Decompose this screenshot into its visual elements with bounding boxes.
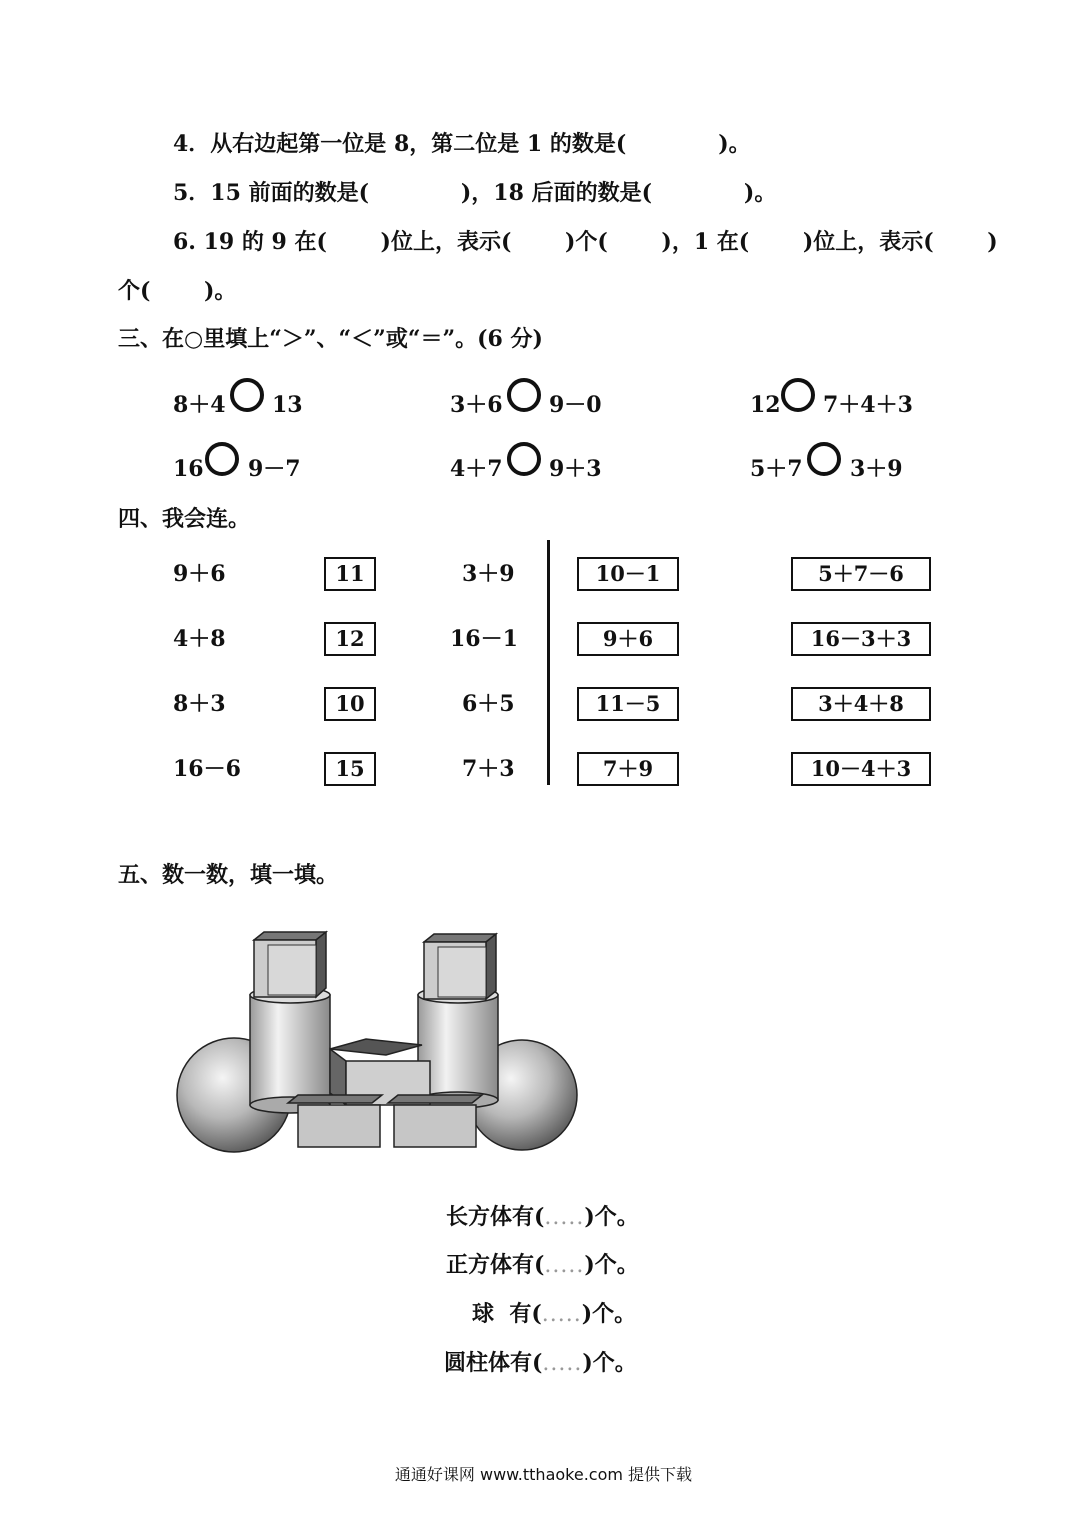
expr-box[interactable]: 5＋7－6 xyxy=(791,557,931,591)
question-6-line2: 个( )。 xyxy=(118,278,237,304)
fill-suffix: )个。 xyxy=(584,1252,639,1278)
compare-left: 8＋4 xyxy=(173,392,226,418)
fill-cuboid xyxy=(446,1203,639,1232)
fill-label: 正方体有( xyxy=(446,1252,545,1278)
question-5: 5．15 前面的数是( )，18 后面的数是( )。 xyxy=(173,180,777,206)
left-expr: 9＋6 xyxy=(173,561,226,587)
section4-title: 四、我会连。 xyxy=(118,506,251,532)
fill-suffix: )个。 xyxy=(581,1301,637,1327)
solids-illustration xyxy=(170,925,590,1155)
compare-left: 12 xyxy=(750,392,781,418)
fill-blank[interactable]: ..... xyxy=(544,1253,585,1278)
left-expr: 8＋3 xyxy=(173,691,226,717)
fill-blank[interactable]: ..... xyxy=(541,1302,582,1327)
footer-text: 通通好课网 www.tthaoke.com 提供下载 xyxy=(394,1465,693,1484)
compare-left: 4＋7 xyxy=(450,456,503,482)
mid-expr: 7＋3 xyxy=(462,756,515,782)
section3-title: 三、在○里填上“＞”、“＜”或“＝”。(6 分) xyxy=(118,326,543,352)
compare-left: 5＋7 xyxy=(750,456,803,482)
compare-right: 7＋4＋3 xyxy=(823,392,913,418)
compare-circle[interactable] xyxy=(807,442,841,476)
fill-label: 球 有( xyxy=(472,1301,542,1327)
answer-box[interactable]: 15 xyxy=(324,752,376,786)
expr-box[interactable]: 10－4＋3 xyxy=(791,752,931,786)
cuboid-bottom-right xyxy=(388,1095,482,1147)
cuboid-bottom-left xyxy=(288,1095,382,1147)
fill-blank[interactable]: ..... xyxy=(542,1351,583,1376)
mid-expr: 3＋9 xyxy=(462,561,515,587)
compare-right: 9＋3 xyxy=(549,456,602,482)
mid-expr: 16－1 xyxy=(450,626,518,652)
compare-circle[interactable] xyxy=(507,442,541,476)
fill-suffix: )个。 xyxy=(582,1350,637,1376)
left-expr: 16－6 xyxy=(173,756,241,782)
compare-right: 9－7 xyxy=(248,456,301,482)
cylinder-left xyxy=(250,987,330,1113)
fill-sphere xyxy=(472,1300,636,1329)
compare-right: 13 xyxy=(272,392,303,418)
compare-left: 16 xyxy=(173,456,204,482)
fill-suffix: )个。 xyxy=(584,1204,639,1230)
compare-circle[interactable] xyxy=(781,378,815,412)
section5-title: 五、数一数，填一填。 xyxy=(118,862,339,888)
answer-box[interactable]: 11 xyxy=(324,557,376,591)
compare-left: 3＋6 xyxy=(450,392,503,418)
column-divider xyxy=(547,540,550,785)
expr-box[interactable]: 16－3＋3 xyxy=(791,622,931,656)
expr-box[interactable]: 9＋6 xyxy=(577,622,679,656)
compare-right: 3＋9 xyxy=(850,456,903,482)
left-expr: 4＋8 xyxy=(173,626,226,652)
fill-blank[interactable]: ..... xyxy=(544,1205,585,1230)
compare-circle[interactable] xyxy=(205,442,239,476)
mid-expr: 6＋5 xyxy=(462,691,515,717)
answer-box[interactable]: 10 xyxy=(324,687,376,721)
compare-circle[interactable] xyxy=(507,378,541,412)
answer-box[interactable]: 12 xyxy=(324,622,376,656)
question-6-line1: 6. 19 的 9 在( )位上，表示( )个( )，1 在( )位上，表示( ) xyxy=(173,229,998,255)
expr-box[interactable]: 7＋9 xyxy=(577,752,679,786)
expr-box[interactable]: 10－1 xyxy=(577,557,679,591)
compare-right: 9－0 xyxy=(549,392,602,418)
fill-cube xyxy=(446,1251,639,1280)
fill-cylinder xyxy=(444,1349,637,1378)
expr-box[interactable]: 3＋4＋8 xyxy=(791,687,931,721)
fill-label: 圆柱体有( xyxy=(444,1350,543,1376)
question-4: 4．从右边起第一位是 8，第二位是 1 的数是( )。 xyxy=(173,131,751,157)
fill-label: 长方体有( xyxy=(446,1204,545,1230)
expr-box[interactable]: 11－5 xyxy=(577,687,679,721)
cube-right xyxy=(424,934,496,999)
cube-left xyxy=(254,932,326,997)
compare-circle[interactable] xyxy=(230,378,264,412)
